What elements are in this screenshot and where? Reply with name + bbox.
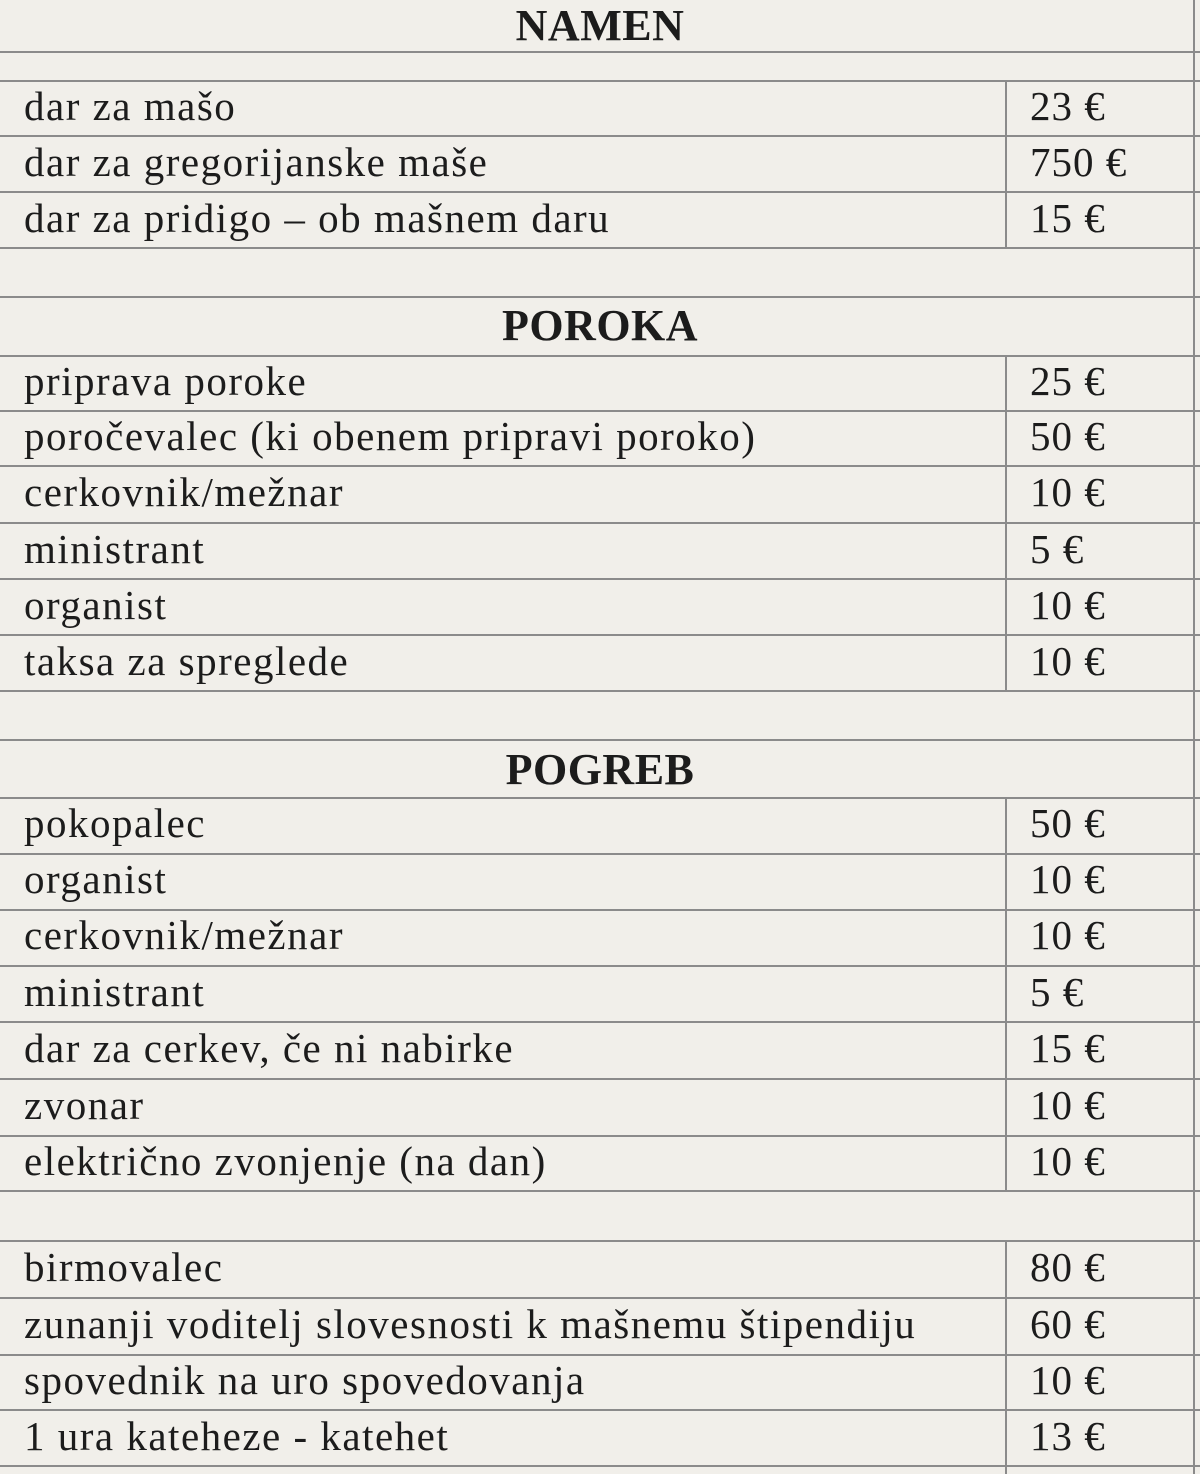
column-divider: [1005, 797, 1007, 1190]
row-price: 60 €: [1030, 1301, 1106, 1347]
column-divider: [1005, 355, 1007, 690]
row-price: 80 €: [1030, 1244, 1106, 1290]
row-label: zunanji voditelj slovesnosti k mašnemu štipendiju: [24, 1301, 917, 1347]
row-price: 10 €: [1030, 1138, 1106, 1184]
row-price: 10 €: [1030, 469, 1106, 515]
row-label: cerkovnik/mežnar: [24, 469, 344, 515]
rule: [0, 1409, 1200, 1411]
section-heading-namen: NAMEN: [515, 1, 685, 50]
rule: [0, 465, 1200, 467]
row-label: priprava poroke: [24, 358, 308, 404]
rule: [0, 296, 1200, 298]
rule: [0, 634, 1200, 636]
rule: [0, 965, 1200, 967]
row-price: 10 €: [1030, 1082, 1106, 1128]
column-divider: [1005, 1240, 1007, 1474]
row-label: električno zvonjenje (na dan): [24, 1138, 547, 1184]
row-price: 10 €: [1030, 638, 1106, 684]
rule: [0, 1021, 1200, 1023]
row-label: dar za mašo: [24, 83, 237, 129]
row-price: 50 €: [1030, 413, 1106, 459]
rule: [0, 522, 1200, 524]
rule: [0, 578, 1200, 580]
row-price: 25 €: [1030, 358, 1106, 404]
rule: [0, 191, 1200, 193]
rule: [0, 135, 1200, 137]
row-price: 750 €: [1030, 139, 1128, 185]
row-price: 5 €: [1030, 526, 1085, 572]
section-heading-poroka: POROKA: [501, 301, 699, 350]
row-label: ministrant: [24, 526, 206, 572]
rule: [0, 1190, 1200, 1192]
row-price: 50 €: [1030, 800, 1106, 846]
row-label: zvonar: [24, 1082, 145, 1128]
row-label: birmovalec: [24, 1244, 224, 1290]
row-price: 5 €: [1030, 969, 1085, 1015]
row-price: 13 €: [1030, 1413, 1106, 1459]
row-price: 10 €: [1030, 1357, 1106, 1403]
column-divider: [1005, 80, 1007, 247]
row-price: 10 €: [1030, 856, 1106, 902]
rule: [0, 853, 1200, 855]
rule: [0, 1465, 1200, 1467]
row-label: ministrant: [24, 969, 206, 1015]
section-heading-pogreb: POGREB: [505, 745, 695, 794]
row-price: 10 €: [1030, 582, 1106, 628]
row-label: dar za cerkev, če ni nabirke: [24, 1025, 515, 1071]
rule: [0, 1078, 1200, 1080]
row-label: pokopalec: [24, 800, 206, 846]
row-label: organist: [24, 582, 168, 628]
rule: [0, 247, 1200, 249]
rule: [0, 690, 1200, 692]
row-label: dar za gregorijanske maše: [24, 139, 489, 185]
row-label: organist: [24, 856, 168, 902]
rule: [0, 739, 1200, 741]
row-label: cerkovnik/mežnar: [24, 912, 344, 958]
row-label: spovednik na uro spovedovanja: [24, 1357, 586, 1403]
row-price: 10 €: [1030, 912, 1106, 958]
row-label: dar za pridigo – ob mašnem daru: [24, 195, 611, 241]
rule: [0, 1240, 1200, 1242]
row-price: 23 €: [1030, 83, 1106, 129]
row-label: 1 ura kateheze - katehet: [24, 1413, 450, 1459]
rule: [0, 1297, 1200, 1299]
row-label: poročevalec (ki obenem pripravi poroko): [24, 413, 757, 459]
row-price: 15 €: [1030, 195, 1106, 241]
rule: [0, 51, 1200, 53]
row-label: taksa za spreglede: [24, 638, 350, 684]
row-price: 15 €: [1030, 1025, 1106, 1071]
right-border: [1193, 0, 1195, 1474]
